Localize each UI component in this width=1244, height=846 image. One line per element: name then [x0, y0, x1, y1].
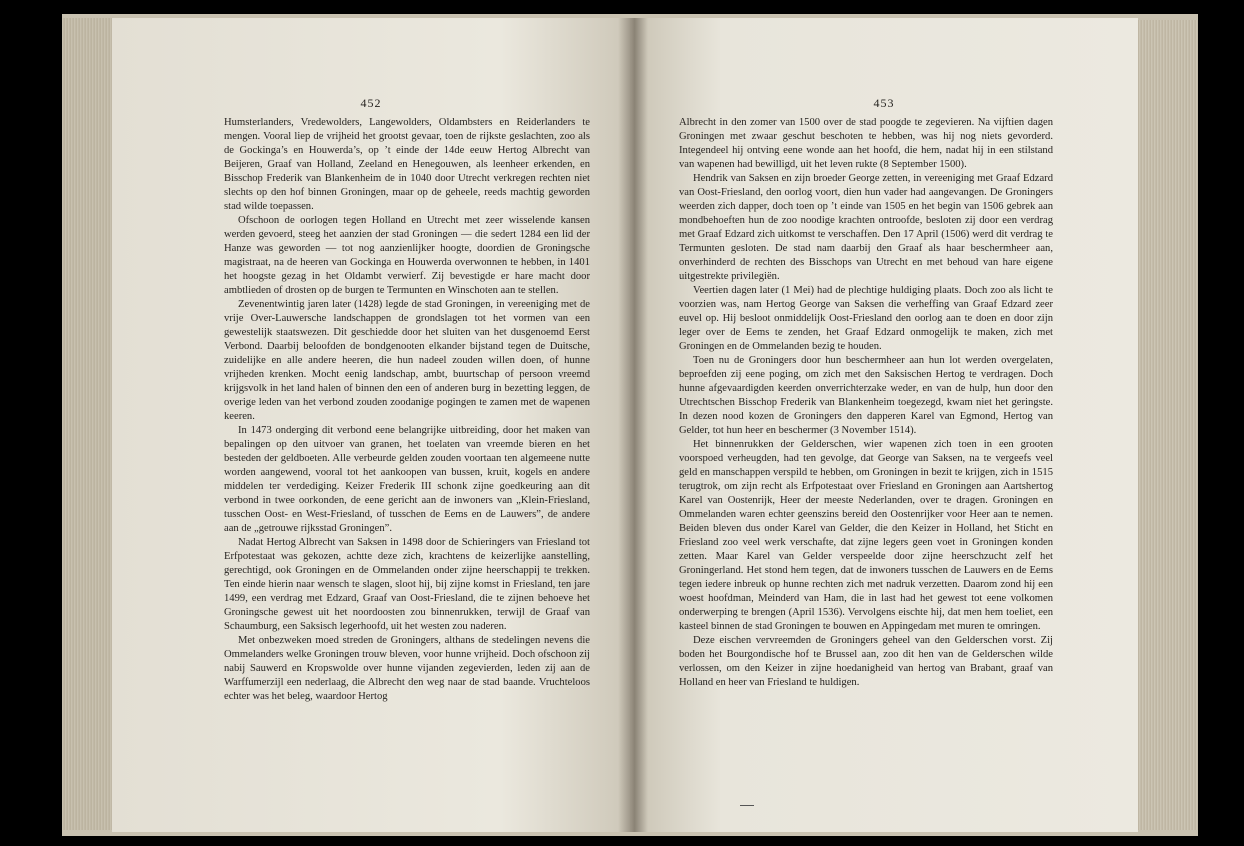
paragraph: Nadat Hertog Albrecht van Saksen in 1498 door de Schieringers van Friesland tot Erfpotestaat was gekozen, achtte deze zich, krachtens de keizerlijke aanstelling, gerechtigd, ook Groningen en de Ommelanden onder zijne heerschappij te trekken. Ten einde hierin naar wensch te slagen, sloot hij, bij zijne komst in Friesland, ten jare 1499, een verdrag met Edzard, Graaf van Oost-Friesland, die te zijnen behoeve het Groningsche gewest uit het noordoosten zou binnenrukken, terwijl de Graaf van Schaumburg, een Saksisch legerhoofd, uit het westen zou naderen. — [224, 537, 590, 632]
book-gutter — [618, 18, 648, 832]
paragraph: In 1473 onderging dit verbond eene belangrijke uitbreiding, door het maken van bepalingen op den uitvoer van granen, het toelaten van vreemde bieren en het besteden der geldboeten. Alle verbeurde gelden zouden voortaan ten algemeene nutte worden aangewend, vooral tot het aankoopen van bussen, kruit, kogels en andere middelen ter verdediging. Keizer Frederik III schonk zijne goedkeuring aan dit verbond in twee oorkonden, de eene gericht aan de inwoners van „Klein-Friesland, tusschen Oost- en West-Friesland, of tusschen de Eems en de Lauwers”, de andere aan de „getrouwe rijksstad Groningen”. — [224, 425, 590, 534]
right-page — [630, 18, 1138, 832]
paragraph: Met onbezweken moed streden de Groningers, althans de stedelingen nevens die Ommelanders welke Groningen trouw bleven, voor hunne vrijheid. Doch ofschoon zij nabij Sauwerd en Kropswolde over hunne vijanden zegevierden, leden zij aan de Warffumerzijl een nederlaag, die Albrecht den weg naar de stad baande. Vruchteloos echter was het beleg, waardoor Hertog — [224, 635, 590, 702]
paragraph: Deze eischen vervreemden de Groningers geheel van den Gelderschen vorst. Zij boden het Bourgondische hof te Brussel aan, zoo dit hen van de Gelderschen wilde verlossen, om den Keizer in zijne hoedanigheid van hertog van Brabant, graaf van Holland en heer van Friesland te huldigen. — [679, 635, 1053, 688]
paragraph: Albrecht in den zomer van 1500 over de stad poogde te zegevieren. Na vijftien dagen Groningen met zwaar geschut beschoten te hebben, was hij nog niets gevorderd. Integendeel hij ontving eene wonde aan het hoofd, die hem, nadat hij in een stilstand van wapenen had bewilligd, uit het leven rukte (8 September 1500). — [679, 117, 1053, 170]
paragraph: Het binnenrukken der Gelderschen, wier wapenen zich toen in een grooten voorspoed verheugden, had ten gevolge, dat George van Saksen, na te vergeefs veel geld en manschappen verspild te hebben, om Groningen in bezit te krijgen, zich in 1515 terugtrok, om zijn recht als Erfpotestaat over Friesland en Groningen aan Aartshertog Karel van Oostenrijk, Heer der meeste Nederlanden, over te dragen. Groningen en Ommelanden waren echter geenszins bereid den Oostenrijker voor Heer aan te nemen. Beiden bleven dus onder Karel van Gelder, die den Keizer in Holland, het Sticht en Friesland zoo veel werk verschafte, dat zijne legers geen voet in Groningen konden zetten. Maar Karel van Gelder verspeelde door zijne heerschzucht zelf het Groningerland. Het stond hem tegen, dat de inwoners tusschen de Lauwers en de Eems tegen iedere inbreuk op hunne rechten zich met nadruk verzetten. Daarom zond hij een woest hoofdman, Meinderd van Ham, die in last had het gewest tot eene volkomen onderwerping te brengen (April 1536). Vervolgens eischte hij, dat men hem toeliet, een kasteel binnen de stad Groningen te bouwen en Appingedam met muren te omringen. — [679, 439, 1053, 632]
paragraph: Ofschoon de oorlogen tegen Holland en Utrecht met zeer wisselende kansen werden gevoerd, steeg het aanzien der stad Groningen — die sedert 1284 een lid der Hanze was geworden — tot nog aanzienlijker hoogte, doordien de Groningsche magistraat, na de heeren van Gockinga en Houwerda overwonnen te hebben, in 1401 het hoogste gezag in het Oldambt verwierf. Zij bevestigde er hare macht door ambtlieden of drosten op de burgen te Termunten en Winschoten aan te stellen. — [224, 215, 590, 296]
left-page — [112, 18, 630, 832]
page-number: 453 — [873, 96, 895, 110]
paragraph: Hendrik van Saksen en zijn broeder George zetten, in vereeniging met Graaf Edzard van Oost-Friesland, den oorlog voort, dien hun vader had aangevangen. De Groningers weerden zich dapper, doch toen op ’t einde van 1505 en het begin van 1506 gebrek aan mondbehoeften hun de zoo noodige krachten ontroofde, besloten zij door een verdrag met Graaf Edzard zich uitkomst te verschaffen. Den 17 April (1506) werd dit verdrag te Termunten gesloten. De stad nam daarbij den Graaf als haar beschermheer aan, onverhinderd de rechten des Bisschops van Utrecht en met behoud van hare eigene uitgestrekte privilegiën. — [679, 173, 1053, 282]
paragraph: Humsterlanders, Vredewolders, Langewolders, Oldambsters en Reiderlanders te mengen. Vooral liep de vrijheid het grootst gevaar, toen de rijkste geslachten, zoo als de Gockinga’s en Houwerda’s, op ’t einde der 14de eeuw Hertog Albrecht van Beijeren, Graaf van Holland, Zeeland en Henegouwen, als leenheer erkenden, en Bisschop Frederik van Blankenheim de in 1040 door Utrecht verkregen rechten niet slechts op den hof binnen Groningen, maar op de geheele, reeds machtig geworden stad wilde toepassen. — [224, 117, 590, 212]
page-text — [679, 116, 1053, 690]
page-edges-right — [1136, 20, 1198, 830]
paragraph: Veertien dagen later (1 Mei) had de plechtige huldiging plaats. Doch zoo als licht te voorzien was, nam Hertog George van Saksen die verheffing van Graaf Edzard zeer euvel op. Hij besloot onmiddelijk Oost-Friesland den oorlog aan te doen en door zijn leger over de Eems te zenden, het Graaf Edzard onmogelijk te maken, zich met Groningen en de Ommelanden bezig te houden. — [679, 285, 1053, 352]
page-text — [224, 116, 590, 704]
page-number: 452 — [360, 96, 382, 110]
footer-mark — [740, 805, 754, 806]
paragraph: Zevenentwintig jaren later (1428) legde de stad Groningen, in vereeniging met de vrije Over-Lauwersche landschappen de grondslagen tot het vormen van een gewestelijk staatswezen. Dit geschiedde door het sluiten van het dusgenoemd Eerst Verbond. Daarbij beloofden de bondgenooten elkander bijstand tegen de Duitsche, zuidelijke en alle andere heeren, die hun nadeel zouden willen doen, of hunne vrijheden krenken. Mocht eenig landschap, ambt, buurtschap of persoon vreemd krijgsvolk in het land halen of binnen den een of anderen burg in bezetting leggen, de overige leden van het verbond zouden zoodanige pogingen te zamen met de wapenen keeren. — [224, 299, 590, 422]
page-edges-left — [62, 18, 112, 830]
paragraph: Toen nu de Groningers door hun beschermheer aan hun lot werden overgelaten, beproefden zij eene poging, om zich met den Saksischen Hertog te verdragen. Doch hunne afgevaardigden keerden onverrichterzake weder, en van de hulp, hun door den Utrechtschen Bisschop Frederik van Blankenheim toegezegd, kwam niet het geringste. In dezen nood kozen de Groningers den dapperen Karel van Egmond, Hertog van Gelder, tot hun heer en beschermer (3 November 1514). — [679, 355, 1053, 436]
